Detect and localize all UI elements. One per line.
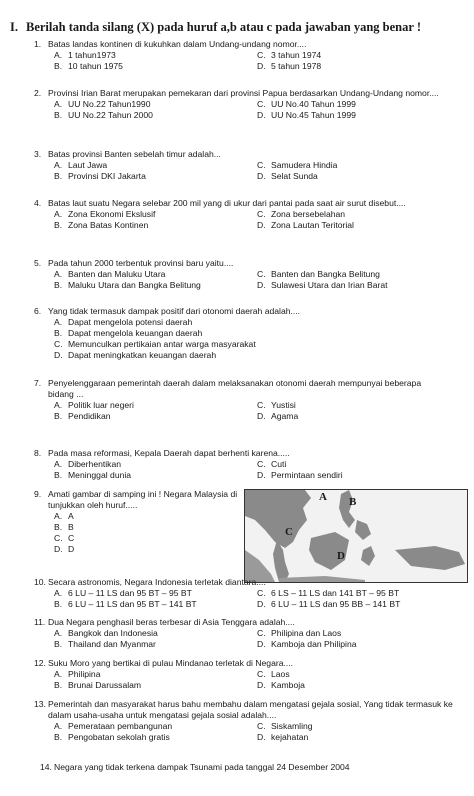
question-11 bbox=[34, 617, 464, 650]
question-12 bbox=[34, 658, 464, 691]
option-b[interactable]: B. 10 tahun 1975 bbox=[54, 61, 123, 71]
option-a[interactable]: A. 1 tahun1973 bbox=[54, 50, 116, 60]
option-d[interactable]: D. Zona Lautan Teritorial bbox=[257, 220, 354, 230]
option-a[interactable]: A. UU No.22 Tahun1990 bbox=[54, 99, 151, 109]
question-number: 9. bbox=[34, 489, 42, 499]
option-a[interactable]: A. Zona Ekonomi Ekslusif bbox=[54, 209, 156, 219]
question-text: Batas provinsi Banten sebelah timur adalah... bbox=[48, 149, 221, 159]
option-a[interactable]: A. Laut Jawa bbox=[54, 160, 108, 170]
question-text: Negara yang tidak terkena dampak Tsunami pada tanggal 24 Desember 2004 bbox=[54, 762, 350, 772]
option-d[interactable]: D. kejahatan bbox=[257, 732, 309, 742]
option-d[interactable]: D. Agama bbox=[257, 411, 299, 421]
option-c[interactable]: C. 6 LS – 11 LS dan 141 BT – 95 BT bbox=[257, 588, 400, 598]
option-b[interactable]: B. Maluku Utara dan Bangka Belitung bbox=[54, 280, 201, 290]
option-b[interactable]: B. UU No.22 Tahun 2000 bbox=[54, 110, 153, 120]
question-text: Yang tidak termasuk dampak positif dari otonomi daerah adalah.... bbox=[48, 306, 301, 316]
option-a[interactable]: A. Dapat mengelola potensi daerah bbox=[54, 317, 193, 327]
question-number: 2. bbox=[34, 88, 42, 98]
option-c[interactable]: C. 3 tahun 1974 bbox=[257, 50, 322, 60]
option-b[interactable]: B. Thailand dan Myanmar bbox=[54, 639, 156, 649]
question-number: 3. bbox=[34, 149, 42, 159]
section-header bbox=[10, 20, 421, 35]
question-7 bbox=[34, 378, 434, 422]
question-5 bbox=[34, 258, 464, 291]
option-d[interactable]: D. Kamboja bbox=[257, 680, 305, 690]
option-d[interactable]: D. Permintaan sendiri bbox=[257, 470, 343, 480]
question-text: Pada tahun 2000 terbentuk provinsi baru yaitu.... bbox=[48, 258, 234, 268]
option-b[interactable]: B. 6 LU – 11 LS dan 95 BT – 141 BT bbox=[54, 599, 197, 609]
question-text: Batas laut suatu Negara selebar 200 mil yang di ukur dari pantai pada saat air surut disebut.... bbox=[48, 198, 406, 208]
question-1 bbox=[34, 39, 464, 72]
option-c[interactable]: C. UU No.40 Tahun 1999 bbox=[257, 99, 356, 109]
question-number: 13. bbox=[34, 699, 46, 709]
question-3 bbox=[34, 149, 464, 182]
option-c[interactable]: C. C bbox=[54, 533, 75, 543]
question-text: Pemerintah dan masyarakat harus bahu membahu dalam mengatasi gejala sosial, Yang tidak termasuk ke dalam usaha-usaha untuk mengatasi gejala sosial adalah.... bbox=[48, 699, 453, 720]
question-text: Provinsi Irian Barat merupakan pemekaran dari provinsi Papua berdasarkan Undang-Undang nomor.... bbox=[48, 88, 439, 98]
question-6 bbox=[34, 306, 464, 361]
option-b[interactable]: B. Brunai Darussalam bbox=[54, 680, 142, 690]
question-number: 7. bbox=[34, 378, 42, 388]
question-number: 8. bbox=[34, 448, 42, 458]
question-number: 1. bbox=[34, 39, 42, 49]
question-text: Batas landas kontinen di kukuhkan dalam Undang-undang nomor.... bbox=[48, 39, 307, 49]
option-b[interactable]: B. B bbox=[54, 522, 74, 532]
option-a[interactable]: A. Bangkok dan Indonesia bbox=[54, 628, 158, 638]
question-10 bbox=[34, 577, 464, 610]
option-d[interactable]: D. UU No.45 Tahun 1999 bbox=[257, 110, 356, 120]
question-8 bbox=[34, 448, 464, 481]
option-a[interactable]: A. Diberhentikan bbox=[54, 459, 122, 469]
question-number: 14. bbox=[40, 762, 52, 772]
question-text: Penyelenggaraan pemerintah daerah dalam melaksanakan otonomi daerah mempunyai beberapa bidang ... bbox=[48, 378, 422, 399]
question-2 bbox=[34, 88, 454, 121]
question-number: 12. bbox=[34, 658, 46, 668]
map-label-d: D bbox=[337, 550, 345, 562]
map-label-a: A bbox=[319, 491, 327, 503]
option-d[interactable]: D. 6 LU – 11 LS dan 95 BB – 141 BT bbox=[257, 599, 401, 609]
question-text: Amati gambar di samping ini ! Negara Malaysia di tunjukkan oleh huruf..... bbox=[48, 489, 238, 510]
option-d[interactable]: D. Dapat meningkatkan keuangan daerah bbox=[54, 350, 217, 360]
option-d[interactable]: D. Selat Sunda bbox=[257, 171, 318, 181]
option-c[interactable]: C. Yustisi bbox=[257, 400, 296, 410]
option-a[interactable]: A. Philipina bbox=[54, 669, 101, 679]
question-13 bbox=[34, 699, 464, 743]
option-a[interactable]: A. Banten dan Maluku Utara bbox=[54, 269, 166, 279]
question-text: Secara astronomis, Negara Indonesia terletak diantara.... bbox=[48, 577, 266, 587]
option-a[interactable]: A. Pemerataan pembangunan bbox=[54, 721, 173, 731]
option-c[interactable]: C. Memunculkan pertikaian antar warga masyarakat bbox=[54, 339, 256, 349]
map-label-b: B bbox=[349, 496, 357, 508]
option-b[interactable]: B. Zona Batas Kontinen bbox=[54, 220, 149, 230]
option-d[interactable]: D. D bbox=[54, 544, 75, 554]
section-number: I. bbox=[10, 20, 18, 34]
southeast-asia-map bbox=[244, 489, 468, 583]
option-d[interactable]: D. 5 tahun 1978 bbox=[257, 61, 322, 71]
option-a[interactable]: A. A bbox=[54, 511, 74, 521]
option-d[interactable]: D. Sulawesi Utara dan Irian Barat bbox=[257, 280, 388, 290]
option-a[interactable]: A. Politik luar negeri bbox=[54, 400, 134, 410]
option-b[interactable]: B. Pengobatan sekolah gratis bbox=[54, 732, 170, 742]
question-text: Dua Negara penghasil beras terbesar di Asia Tenggara adalah.... bbox=[48, 617, 295, 627]
section-title: Berilah tanda silang (X) pada huruf a,b atau c pada jawaban yang benar ! bbox=[26, 20, 421, 34]
option-c[interactable]: C. Siskamling bbox=[257, 721, 313, 731]
question-9 bbox=[34, 489, 239, 555]
option-b[interactable]: B. Dapat mengelola keuangan daerah bbox=[54, 328, 203, 338]
map-label-c: C bbox=[285, 526, 293, 538]
question-number: 10. bbox=[34, 577, 46, 587]
question-number: 11. bbox=[34, 617, 46, 627]
option-b[interactable]: B. Meninggal dunia bbox=[54, 470, 132, 480]
option-c[interactable]: C. Banten dan Bangka Belitung bbox=[257, 269, 380, 279]
question-14 bbox=[40, 762, 470, 773]
option-c[interactable]: C. Philipina dan Laos bbox=[257, 628, 342, 638]
option-a[interactable]: A. 6 LU – 11 LS dan 95 BT – 95 BT bbox=[54, 588, 192, 598]
option-b[interactable]: B. Provinsi DKI Jakarta bbox=[54, 171, 146, 181]
option-d[interactable]: D. Kamboja dan Philipina bbox=[257, 639, 357, 649]
option-c[interactable]: C. Laos bbox=[257, 669, 290, 679]
option-c[interactable]: C. Cuti bbox=[257, 459, 287, 469]
question-4 bbox=[34, 198, 444, 231]
option-c[interactable]: C. Samudera Hindia bbox=[257, 160, 338, 170]
question-text: Suku Moro yang bertikai di pulau Mindanao terletak di Negara.... bbox=[48, 658, 294, 668]
question-number: 5. bbox=[34, 258, 42, 268]
question-number: 6. bbox=[34, 306, 42, 316]
option-b[interactable]: B. Pendidikan bbox=[54, 411, 111, 421]
option-c[interactable]: C. Zona bersebelahan bbox=[257, 209, 346, 219]
question-text: Pada masa reformasi, Kepala Daerah dapat berhenti karena..... bbox=[48, 448, 290, 458]
question-number: 4. bbox=[34, 198, 42, 208]
